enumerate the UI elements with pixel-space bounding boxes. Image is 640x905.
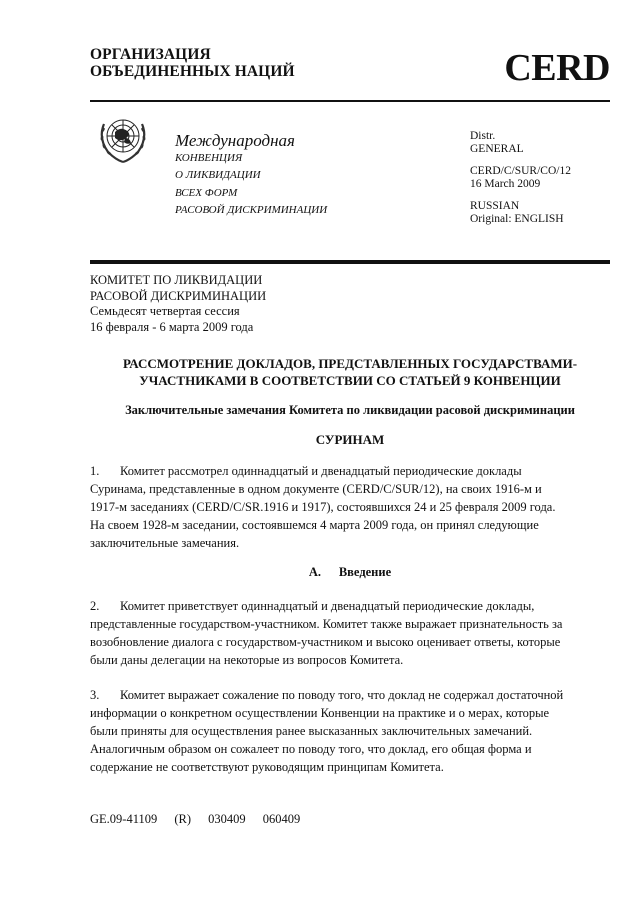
organization-name: [90, 46, 295, 80]
paragraph-line: Суринама, представленные в одном документе (CERD/C/SUR/12), на своих 1916-м и: [90, 482, 542, 496]
paragraph-line: 1917-м заседаниях (CERD/C/SR.1916 и 1917), состоявшихся 24 и 25 февраля 2009 года.: [90, 500, 556, 514]
document-footer: [90, 812, 312, 827]
paragraph-line: Комитет выражает сожаление по поводу того, что доклад не содержал достаточной: [120, 688, 564, 702]
paragraph-line: были приняты для осуществления ранее высказанных заключительных замечаний.: [90, 724, 533, 738]
paragraph-line: Комитет приветствует одиннадцатый и двенадцатый периодические доклады,: [120, 599, 535, 613]
original-language: Original: ENGLISH: [470, 212, 564, 225]
document-date: 16 March 2009: [470, 177, 541, 190]
title-line-1: РАССМОТРЕНИЕ ДОКЛАДОВ, ПРЕДСТАВЛЕННЫХ ГОСУДАРСТВАМИ-: [122, 356, 578, 371]
paragraph-3: [90, 686, 610, 776]
convention-line-1: Международная: [175, 131, 295, 150]
section-divider: [90, 260, 610, 264]
paragraph-number: 2.: [90, 599, 100, 613]
distr-general: GENERAL: [470, 142, 524, 155]
paragraph-number: 3.: [90, 688, 100, 702]
paragraph-number: 1.: [90, 464, 100, 478]
convention-line-2: КОНВЕНЦИЯ: [175, 151, 243, 164]
convention-line-4: ВСЕХ ФОРМ: [175, 186, 238, 199]
committee-dates: 16 февраля - 6 марта 2009 года: [90, 319, 254, 334]
org-line-1: ОРГАНИЗАЦИЯ: [90, 46, 211, 63]
un-emblem-icon: [95, 110, 151, 166]
paragraph-line: представленные государством-участником. Комитет также выражает признательность за: [90, 617, 563, 631]
footer-language: (R): [174, 812, 192, 826]
section-letter: A.: [308, 565, 321, 579]
document-symbol: CERD/C/SUR/CO/12: [470, 165, 571, 177]
header-divider: [90, 100, 610, 102]
paragraph-line: информации о конкретном осуществлении Конвенции на практике и о мерах, которые: [90, 706, 550, 720]
paragraph-line: Аналогичным образом он сожалеет по поводу того, что доклад, его общая форма и: [90, 742, 532, 756]
footer-date-1: 030409: [208, 812, 246, 826]
committee-line-2: РАСОВОЙ ДИСКРИМИНАЦИИ: [90, 288, 267, 303]
document-subtitle: Заключительные замечания Комитета по ликвидации расовой дискриминации: [125, 403, 575, 417]
section-title: Введение: [338, 565, 392, 579]
convention-line-3: О ЛИКВИДАЦИИ: [175, 169, 261, 181]
document-language: RUSSIAN: [470, 200, 520, 212]
paragraph-line: возобновление диалога с государством-участником и высоко оценивает ответы, которые: [90, 635, 561, 649]
country-heading: СУРИНАМ: [315, 432, 385, 447]
section-heading-a: [90, 565, 610, 580]
footer-date-2: 060409: [262, 812, 301, 826]
document-title: [90, 355, 610, 389]
committee-session: Семьдесят четвертая сессия: [90, 304, 240, 318]
distribution-block: [470, 130, 571, 225]
committee-line-1: КОМИТЕТ ПО ЛИКВИДАЦИИ: [90, 273, 263, 287]
paragraph-2: [90, 597, 610, 669]
paragraph-1: [90, 462, 610, 552]
paragraph-line: заключительные замечания.: [90, 536, 240, 550]
title-line-2: УЧАСТНИКАМИ В СООТВЕТСТВИИ СО СТАТЬЕЙ 9 КОНВЕНЦИИ: [139, 373, 561, 388]
paragraph-line: содержание не соответствуют руководящим принципам Комитета.: [90, 760, 444, 774]
committee-block: [90, 273, 266, 335]
paragraph-line: На своем 1928-м заседании, состоявшемся 4 марта 2009 года, он принял следующие: [90, 518, 539, 532]
footer-job-code: GE.09-41109: [90, 812, 158, 826]
distr-label: Distr.: [470, 130, 496, 142]
org-line-2: ОБЪЕДИНЕННЫХ НАЦИЙ: [90, 63, 295, 80]
paragraph-line: были даны делегации на некоторые из вопросов Комитета.: [90, 653, 404, 667]
document-series-symbol: CERD: [504, 47, 610, 89]
paragraph-line: Комитет рассмотрел одиннадцатый и двенадцатый периодические доклады: [120, 464, 522, 478]
convention-title: [175, 132, 327, 220]
convention-line-5: РАСОВОЙ ДИСКРИМИНАЦИИ: [175, 204, 328, 216]
